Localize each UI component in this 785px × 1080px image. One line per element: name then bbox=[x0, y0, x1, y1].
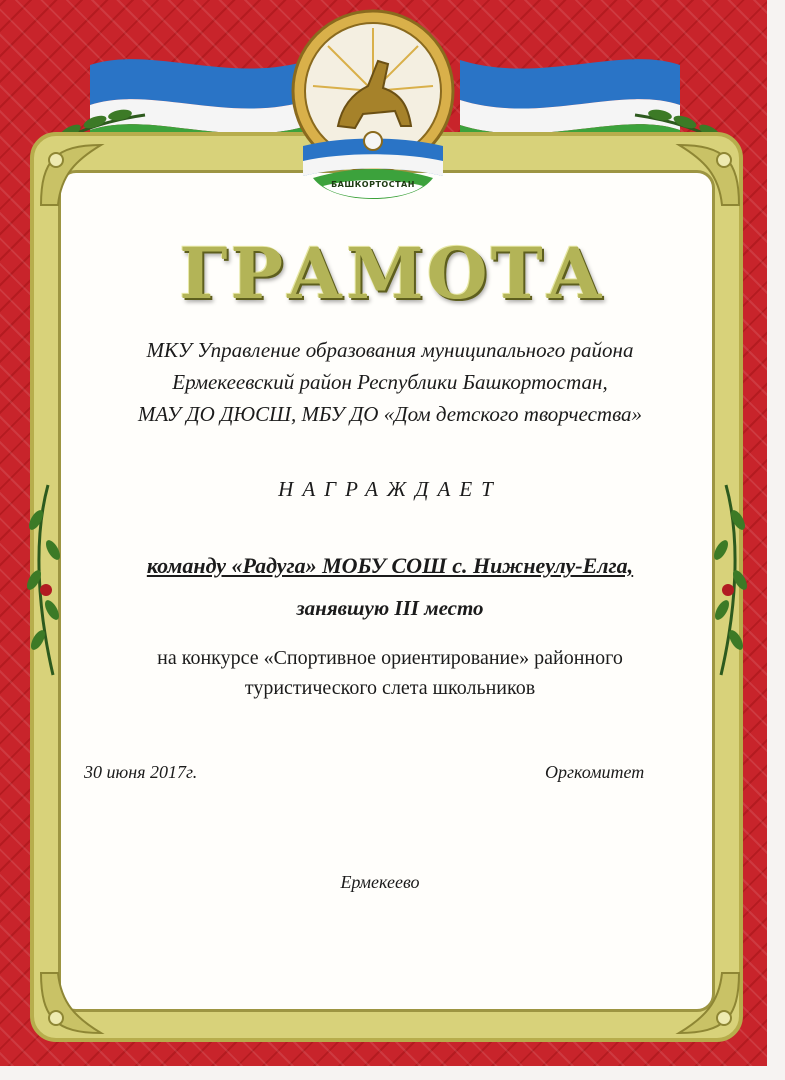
scan-margin-bottom bbox=[0, 1066, 785, 1080]
award-verb: НАГРАЖДАЕТ bbox=[278, 477, 502, 501]
corner-ornament-icon bbox=[674, 968, 744, 1038]
org-line-2: Ермекеевский район Республики Башкортостан, bbox=[172, 370, 608, 394]
certificate-title: ГРАМОТА bbox=[179, 232, 606, 315]
organizing-committee: Оргкомитет bbox=[545, 762, 645, 782]
org-line-1: МКУ Управление образования муниципального района bbox=[146, 338, 634, 362]
contest-line-2: туристического слета школьников bbox=[244, 677, 536, 699]
date: 30 июня 2017г. bbox=[84, 762, 198, 782]
recipient: команду «Радуга» МОБУ СОШ с. Нижнеулу-Елга, bbox=[146, 553, 634, 578]
corner-ornament-icon bbox=[36, 968, 106, 1038]
place: занявшую III место bbox=[296, 596, 484, 620]
corner-ornament-icon bbox=[674, 140, 744, 210]
org-line-3: МАУ ДО ДЮСШ, МБУ ДО «Дом детского творчества» bbox=[137, 402, 643, 426]
scan-margin-right bbox=[767, 0, 785, 1080]
contest-line-1: на конкурсе «Спортивное ориентирование» районного bbox=[157, 647, 623, 669]
emblem-caption: БАШКОРТОСТАН bbox=[331, 180, 415, 189]
city: Ермекеево bbox=[340, 872, 420, 892]
corner-ornament-icon bbox=[36, 140, 106, 210]
